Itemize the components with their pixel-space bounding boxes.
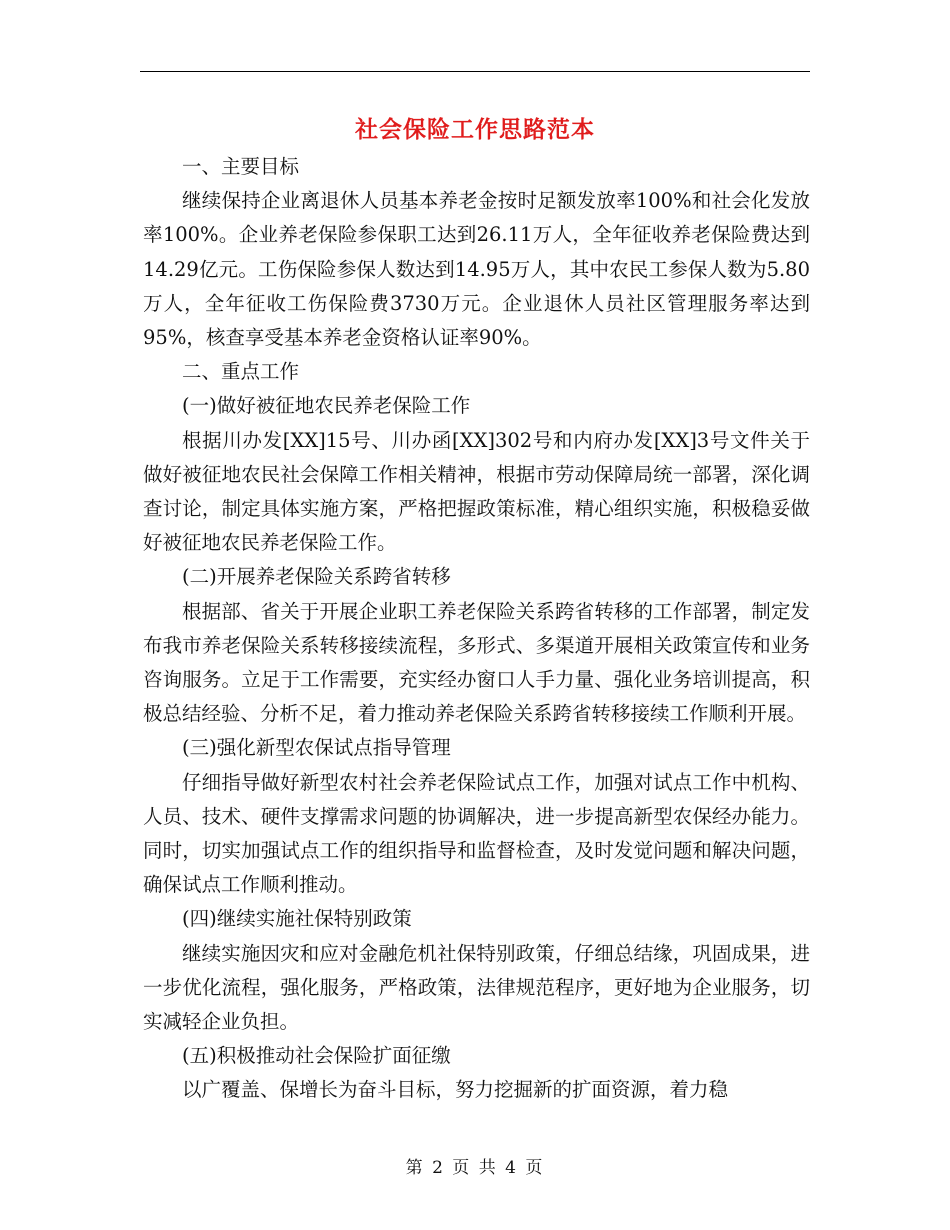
document-title: 社会保险工作思路范本 (355, 116, 595, 143)
subheading-4: (四)继续实施社保特别政策 (182, 907, 412, 931)
paragraph-1: 根据川办发[XX]15号、川办函[XX]302号和内府办发[XX]3号文件关于做好被征地农民社会保障工作相关精神，根据市劳动保障局统一部署，深化调查讨论，制定具体实施方案，严格把握政策标准，精心组织实施，积极稳妥做好被征地农民养老保险工作。 (143, 428, 810, 555)
section-heading-key-work: 二、重点工作 (182, 360, 300, 384)
paragraph-2: 根据部、省关于开展企业职工养老保险关系跨省转移的工作部署，制定发布我市养老保险关系转移接续流程，多形式、多渠道开展相关政策宣传和业务咨询服务。立足于工作需要，充实经办窗口人手力量、强化业务培训提高，积极总结经验、分析不足，着力推动养老保险关系跨省转移接续工作顺利开展。 (143, 599, 810, 726)
subheading-3: (三)强化新型农保试点指导管理 (182, 736, 451, 760)
subheading-2: (二)开展养老保险关系跨省转移 (182, 565, 451, 589)
paragraph-goals: 继续保持企业离退休人员基本养老金按时足额发放率100%和社会化发放率100%。企业养老保险参保职工达到26.11万人，全年征收养老保险费达到14.29亿元。工伤保险参保人数达到14.95万人，其中农民工参保人数为5.80万人，全年征收工伤保险费3730万元。企业退休人员社区管理服务率达到95%，核查享受基本养老金资格认证率90%。 (143, 189, 810, 350)
subheading-5: (五)积极推动社会保险扩面征缴 (182, 1044, 451, 1068)
page-footer: 第 2 页 共 4 页 (405, 1158, 545, 1178)
subheading-1: (一)做好被征地农民养老保险工作 (182, 394, 471, 418)
paragraph-3: 仔细指导做好新型农村社会养老保险试点工作，加强对试点工作中机构、人员、技术、硬件支撑需求问题的协调解决，进一步提高新型农保经办能力。同时，切实加强试点工作的组织指导和监督检查，及时发觉问题和解决问题，确保试点工作顺利推动。 (143, 770, 810, 897)
paragraph-4: 继续实施因灾和应对金融危机社保特别政策，仔细总结缘，巩固成果，进一步优化流程，强化服务，严格政策，法律规范程序，更好地为企业服务，切实减轻企业负担。 (143, 941, 810, 1034)
section-heading-goals: 一、主要目标 (182, 155, 300, 178)
header-rule (140, 71, 810, 72)
document-body (143, 150, 810, 1108)
paragraph-5: 以广覆盖、保增长为奋斗目标，努力挖掘新的扩面资源，着力稳 (182, 1078, 729, 1102)
